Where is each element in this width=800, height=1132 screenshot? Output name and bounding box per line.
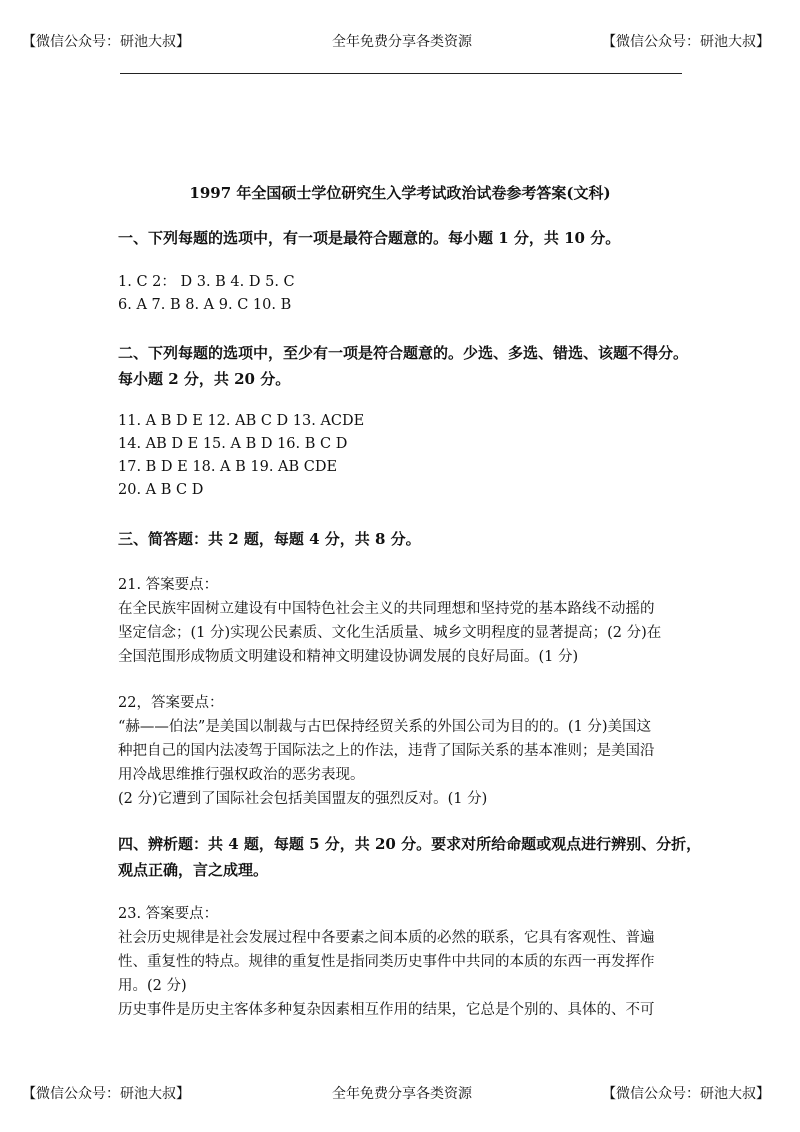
header-left-text: 【微信公众号：研池大叔】	[22, 34, 190, 50]
answer-text-line: 用冷战思维推行强权政治的恶劣表现。	[118, 767, 365, 783]
footer-left-text: 【微信公众号：研池大叔】	[22, 1086, 190, 1102]
answer-text-line: 历史事件是历史主客体多种复杂因素相互作用的结果，它总是个别的、具体的、不可	[118, 1002, 655, 1018]
header-divider	[120, 73, 682, 74]
answer-text-line: 性、重复性的特点。规律的重复性是指同类历史事件中共同的本质的东西一再发挥作	[118, 954, 655, 970]
section4-heading-line: 观点正确，言之成理。	[118, 861, 269, 879]
header-center-text: 全年免费分享各类资源	[332, 34, 472, 50]
section2-heading-line: 二、下列每题的选项中，至少有一项是符合题意的。少选、多选、错选、该题不得分。	[118, 344, 689, 362]
section1-answer-line: 6. A 7. B 8. A 9. C 10. B	[118, 297, 292, 313]
footer-center-text: 全年免费分享各类资源	[332, 1086, 472, 1102]
answer-text-line: 全国范围形成物质文明建设和精神文明建设协调发展的良好局面。(1 分)	[118, 649, 579, 665]
question-23-answer	[118, 902, 683, 1022]
question-21-answer	[118, 573, 683, 669]
footer-right-text: 【微信公众号：研池大叔】	[602, 1086, 770, 1102]
section2-answer-line: 14. AB D E 15. A B D 16. B C D	[118, 436, 348, 452]
section2-answer-line: 11. A B D E 12. AB C D 13. ACDE	[118, 413, 365, 429]
section2-answer-line: 20. A B C D	[118, 482, 204, 498]
answer-text-line: 坚定信念；(1 分)实现公民素质、文化生活质量、城乡文明程度的显著提高；(2 分)在	[118, 625, 662, 641]
answer-label: 22，答案要点：	[118, 695, 224, 711]
answer-text-line: 在全民族牢固树立建设有中国特色社会主义的共同理想和坚持党的基本路线不动摇的	[118, 601, 655, 617]
answer-text-line: “赫——伯法”是美国以制裁与古巴保持经贸关系的外国公司为目的的。(1 分)美国这	[118, 719, 651, 735]
answer-label: 21. 答案要点：	[118, 577, 219, 593]
section3-heading: 三、简答题：共 2 题，每题 4 分，共 8 分。	[118, 530, 421, 548]
header-right-text: 【微信公众号：研池大叔】	[602, 34, 770, 50]
section4-heading	[118, 831, 702, 883]
answer-label: 23. 答案要点：	[118, 906, 219, 922]
section2-heading	[118, 340, 688, 392]
section2-answer-line: 17. B D E 18. A B 19. AB CDE	[118, 459, 338, 475]
answer-text-line: 社会历史规律是社会发展过程中各要素之间本质的必然的联系，它具有客观性、普遍	[118, 930, 655, 946]
section1-heading: 一、下列每题的选项中，有一项是最符合题意的。每小题 1 分，共 10 分。	[118, 229, 621, 247]
document-title: 1997 年全国硕士学位研究生入学考试政治试卷参考答案(文科)	[189, 184, 611, 202]
question-22-answer	[118, 691, 683, 811]
section4-heading-line: 四、辨析题：共 4 题，每题 5 分，共 20 分。要求对所给命题或观点进行辨别、分折，	[118, 835, 702, 853]
section1-answer-line: 1. C 2： D 3. B 4. D 5. C	[118, 274, 295, 290]
answer-text-line: 种把自己的国内法凌驾于国际法之上的作法，违背了国际关系的基本准则；是美国沿	[118, 743, 655, 759]
answer-text-line: (2 分)它遭到了国际社会包括美国盟友的强烈反对。(1 分)	[118, 791, 488, 807]
answer-text-line: 用。(2 分)	[118, 978, 187, 994]
section2-heading-line: 每小题 2 分，共 20 分。	[118, 370, 291, 388]
